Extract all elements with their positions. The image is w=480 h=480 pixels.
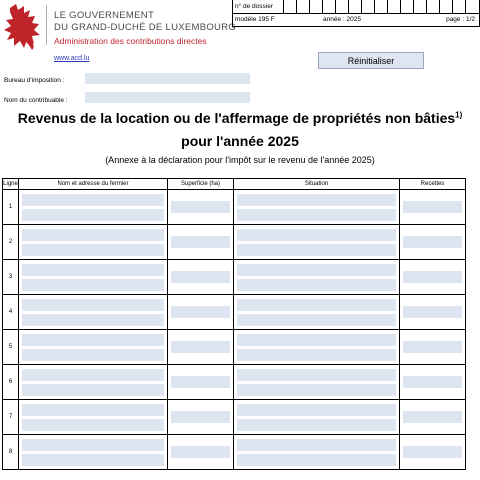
location-input-1[interactable] [237,334,396,346]
income-cell [400,295,466,330]
tax-year: année : 2025 [323,16,361,23]
area-input[interactable] [171,411,230,423]
header-income: Recettes [400,179,466,190]
location-input-1[interactable] [237,299,396,311]
tenant-name-input[interactable] [22,369,164,381]
form-title: Revenus de la location ou de l'affermage de propriétés non bâties$^{1)}$ [17,110,463,126]
location-cell [234,295,400,330]
location-cell [234,330,400,365]
area-input[interactable] [171,376,230,388]
tenant-address-input[interactable] [22,384,164,396]
area-cell [168,330,234,365]
tenant-cell [19,260,168,295]
tenant-address-input[interactable] [22,314,164,326]
location-input-2[interactable] [237,314,396,326]
table-row [3,365,466,400]
table-row [3,295,466,330]
tenant-name-input[interactable] [22,439,164,451]
tenant-cell [19,190,168,225]
line-number: 3 [3,260,19,295]
tenant-name-input[interactable] [22,194,164,206]
area-cell [168,365,234,400]
website-link[interactable]: www.acd.lu [54,55,90,62]
location-input-1[interactable] [237,404,396,416]
income-cell [400,225,466,260]
location-input-2[interactable] [237,209,396,221]
location-cell [234,225,400,260]
tax-office-input[interactable] [85,73,250,84]
tenant-cell [19,365,168,400]
tenant-name-input[interactable] [22,334,164,346]
header-line: Ligne [3,179,19,190]
location-input-1[interactable] [237,229,396,241]
income-cell [400,365,466,400]
header-area: Superficie (ha) [168,179,234,190]
government-line-1: LE GOUVERNEMENT [54,10,155,21]
income-cell [400,260,466,295]
area-input[interactable] [171,341,230,353]
taxpayer-name-input[interactable] [85,92,250,103]
income-input[interactable] [403,236,462,248]
dossier-number-input[interactable] [283,0,478,13]
red-lion-icon [2,2,44,52]
location-input-2[interactable] [237,279,396,291]
tenant-address-input[interactable] [22,349,164,361]
table-row [3,400,466,435]
header-location: Situation [234,179,400,190]
tenant-address-input[interactable] [22,279,164,291]
location-input-2[interactable] [237,244,396,256]
area-input[interactable] [171,236,230,248]
table-row [3,190,466,225]
location-cell [234,365,400,400]
form-title-year: pour l'année 2025 [181,133,299,149]
location-input-1[interactable] [237,194,396,206]
location-cell [234,435,400,470]
income-input[interactable] [403,376,462,388]
area-input[interactable] [171,271,230,283]
tenant-name-input[interactable] [22,299,164,311]
location-input-1[interactable] [237,439,396,451]
line-number: 8 [3,435,19,470]
income-cell [400,435,466,470]
area-cell [168,190,234,225]
footnote-marker: 1) [455,110,463,120]
tenant-cell [19,295,168,330]
area-cell [168,295,234,330]
location-input-1[interactable] [237,264,396,276]
location-cell [234,190,400,225]
income-input[interactable] [403,341,462,353]
location-input-1[interactable] [237,369,396,381]
header-tenant-name: Nom et adresse du fermier [19,179,168,190]
taxpayer-name-label: Nom du contribuable : [4,97,68,104]
tenant-name-input[interactable] [22,229,164,241]
area-cell [168,400,234,435]
income-input[interactable] [403,446,462,458]
tenant-address-input[interactable] [22,244,164,256]
location-input-2[interactable] [237,419,396,431]
line-number: 7 [3,400,19,435]
tenant-name-input[interactable] [22,404,164,416]
dossier-number-label: n° de dossier [235,3,274,10]
location-input-2[interactable] [237,454,396,466]
location-input-2[interactable] [237,349,396,361]
area-input[interactable] [171,306,230,318]
location-input-2[interactable] [237,384,396,396]
line-number: 1 [3,190,19,225]
reset-button[interactable]: Réinitialiser [318,52,424,69]
table-row [3,435,466,470]
model-number: modèle 195 F [235,16,275,23]
income-cell [400,400,466,435]
logo-separator [46,5,47,45]
table-row [3,225,466,260]
area-cell [168,260,234,295]
area-input[interactable] [171,446,230,458]
tenant-address-input[interactable] [22,419,164,431]
income-cell [400,190,466,225]
income-cell [400,330,466,365]
income-input[interactable] [403,306,462,318]
government-line-2: DU GRAND-DUCHÉ DE LUXEMBOURG [54,22,237,33]
line-number: 4 [3,295,19,330]
rental-income-table [2,178,466,470]
income-input[interactable] [403,201,462,213]
administration-name: Administration des contributions directes [54,36,207,46]
table-header-row [3,179,466,190]
location-cell [234,260,400,295]
income-input[interactable] [403,271,462,283]
page-number: page : 1/2 [446,16,475,23]
line-number: 2 [3,225,19,260]
area-cell [168,435,234,470]
tenant-cell [19,400,168,435]
tenant-address-input[interactable] [22,454,164,466]
tenant-cell [19,330,168,365]
tenant-cell [19,225,168,260]
income-input[interactable] [403,411,462,423]
table-row [3,330,466,365]
tax-office-label: Bureau d'imposition : [4,77,65,84]
area-cell [168,225,234,260]
line-number: 5 [3,330,19,365]
dossier-box [232,0,480,27]
tenant-address-input[interactable] [22,209,164,221]
line-number: 6 [3,365,19,400]
location-cell [234,400,400,435]
area-input[interactable] [171,201,230,213]
tenant-name-input[interactable] [22,264,164,276]
form-subtitle: (Annexe à la déclaration pour l'impôt sur le revenu de l'année 2025) [105,155,375,165]
table-row [3,260,466,295]
tenant-cell [19,435,168,470]
